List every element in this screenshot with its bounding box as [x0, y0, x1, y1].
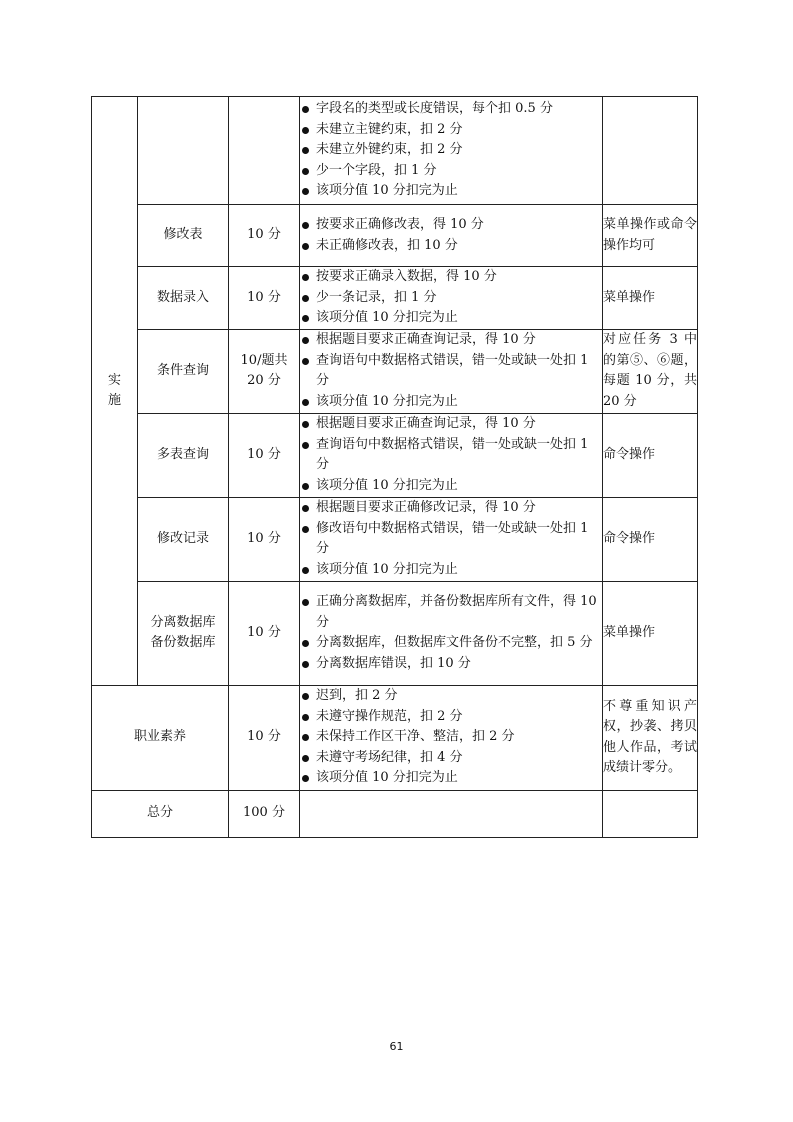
criteria-item: 未建立外键约束，扣 2 分 — [300, 140, 602, 161]
criteria-item: 未正确修改表，扣 10 分 — [300, 236, 602, 257]
section-label: 实 施 — [92, 97, 138, 686]
task-name-cell — [138, 97, 229, 205]
page-number: 61 — [389, 1040, 404, 1053]
total-label: 总分 — [92, 790, 229, 837]
table-row — [92, 329, 698, 413]
professional-name: 职业素养 — [92, 685, 229, 790]
criteria-cell — [300, 413, 603, 497]
score-cell — [229, 97, 300, 205]
criteria-cell — [300, 581, 603, 685]
criteria-item: 少一个字段，扣 1 分 — [300, 161, 602, 182]
task-name: 修改记录 — [138, 497, 229, 581]
task-note: 命令操作 — [603, 413, 698, 497]
task-name: 分离数据库备份数据库 — [138, 581, 229, 685]
task-note: 对应任务 3 中的第⑤、⑥题，每题 10 分，共 20 分 — [603, 329, 698, 413]
criteria-cell — [300, 97, 603, 205]
table-row — [92, 685, 698, 790]
criteria-item: 分离数据库错误，扣 10 分 — [300, 654, 602, 675]
criteria-item: 根据题目要求正确查询记录，得 10 分 — [300, 414, 602, 435]
task-note: 菜单操作 — [603, 267, 698, 330]
task-name: 多表查询 — [138, 413, 229, 497]
criteria-item: 正确分离数据库，并备份数据库所有文件，得 10 分 — [300, 592, 602, 633]
criteria-item: 少一条记录，扣 1 分 — [300, 288, 602, 309]
criteria-item: 该项分值 10 分扣完为止 — [300, 181, 602, 202]
note-cell — [603, 790, 698, 837]
criteria-item: 按要求正确修改表，得 10 分 — [300, 215, 602, 236]
task-note: 菜单操作 — [603, 581, 698, 685]
task-name: 条件查询 — [138, 329, 229, 413]
scoring-table — [91, 96, 698, 838]
criteria-item: 该项分值 10 分扣完为止 — [300, 768, 602, 789]
professional-note: 不尊重知识产权，抄袭、拷贝他人作品，考试成绩计零分。 — [603, 685, 698, 790]
task-score: 10 分 — [229, 497, 300, 581]
criteria-item: 查询语句中数据格式错误，错一处或缺一处扣 1 分 — [300, 351, 602, 392]
task-score: 10 分 — [229, 267, 300, 330]
table-row — [92, 413, 698, 497]
criteria-item: 未建立主键约束，扣 2 分 — [300, 120, 602, 141]
professional-score: 10 分 — [229, 685, 300, 790]
table-row — [92, 581, 698, 685]
criteria-cell — [300, 497, 603, 581]
criteria-cell — [300, 205, 603, 267]
task-name: 修改表 — [138, 205, 229, 267]
criteria-item: 查询语句中数据格式错误，错一处或缺一处扣 1 分 — [300, 435, 602, 476]
table-row — [92, 97, 698, 205]
criteria-item: 未保持工作区干净、整洁，扣 2 分 — [300, 727, 602, 748]
criteria-cell — [300, 329, 603, 413]
criteria-cell — [300, 685, 603, 790]
task-score: 10/题共 20 分 — [229, 329, 300, 413]
table-row — [92, 205, 698, 267]
criteria-item: 分离数据库，但数据库文件备份不完整，扣 5 分 — [300, 633, 602, 654]
task-score: 10 分 — [229, 205, 300, 267]
criteria-item: 该项分值 10 分扣完为止 — [300, 476, 602, 497]
criteria-item: 迟到，扣 2 分 — [300, 686, 602, 707]
criteria-item: 未遵守操作规范，扣 2 分 — [300, 707, 602, 728]
task-name: 数据录入 — [138, 267, 229, 330]
criteria-cell — [300, 790, 603, 837]
table-row — [92, 790, 698, 837]
criteria-item: 按要求正确录入数据，得 10 分 — [300, 267, 602, 288]
criteria-item: 该项分值 10 分扣完为止 — [300, 308, 602, 329]
task-score: 10 分 — [229, 581, 300, 685]
criteria-item: 字段名的类型或长度错误，每个扣 0.5 分 — [300, 99, 602, 120]
task-note: 菜单操作或命令操作均可 — [603, 205, 698, 267]
criteria-item: 未遵守考场纪律，扣 4 分 — [300, 748, 602, 769]
table-row — [92, 497, 698, 581]
table-row — [92, 267, 698, 330]
criteria-item: 修改语句中数据格式错误，错一处或缺一处扣 1 分 — [300, 519, 602, 560]
total-score: 100 分 — [229, 790, 300, 837]
criteria-item: 根据题目要求正确修改记录，得 10 分 — [300, 498, 602, 519]
task-note: 命令操作 — [603, 497, 698, 581]
task-score: 10 分 — [229, 413, 300, 497]
criteria-item: 该项分值 10 分扣完为止 — [300, 560, 602, 581]
note-cell — [603, 97, 698, 205]
criteria-item: 该项分值 10 分扣完为止 — [300, 392, 602, 413]
criteria-item: 根据题目要求正确查询记录，得 10 分 — [300, 330, 602, 351]
criteria-cell — [300, 267, 603, 330]
